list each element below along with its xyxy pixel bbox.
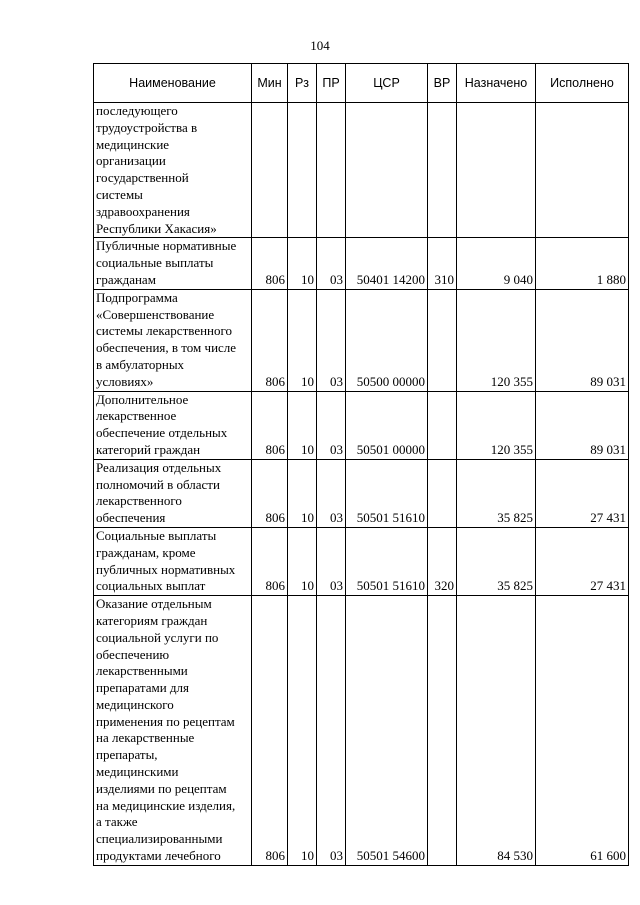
row-min: 806 [252, 459, 288, 527]
row-vr [428, 391, 457, 459]
row-csr: 50500 00000 [346, 289, 428, 391]
row-executed: 1 880 [536, 238, 629, 289]
row-csr [346, 103, 428, 238]
row-name: Социальные выплаты гражданам, кроме публичных нормативных социальных выплат [94, 527, 252, 595]
row-name: Оказание отдельным категориям граждан социальной услуги по обеспечению лекарственными препаратами для медицинского применения по рецептам на лекарственные препараты, медицинскими изделиями по рецептам на медицинские изделия, а также специализированными продуктами лечебного [94, 596, 252, 866]
row-pr: 03 [317, 391, 346, 459]
row-executed: 27 431 [536, 527, 629, 595]
row-min: 806 [252, 596, 288, 866]
table-row [94, 103, 629, 238]
row-name: Дополнительное лекарственное обеспечение отдельных категорий граждан [94, 391, 252, 459]
row-pr: 03 [317, 289, 346, 391]
row-csr: 50501 51610 [346, 459, 428, 527]
row-assigned: 120 355 [457, 391, 536, 459]
row-name: Подпрограмма «Совершенствование системы лекарственного обеспечения, в том числе в амбулаторных условиях» [94, 289, 252, 391]
row-rz [288, 103, 317, 238]
row-min: 806 [252, 238, 288, 289]
row-min: 806 [252, 289, 288, 391]
row-pr: 03 [317, 596, 346, 866]
row-vr [428, 289, 457, 391]
table-row [94, 391, 629, 459]
header-pr: ПР [317, 64, 346, 103]
row-pr: 03 [317, 527, 346, 595]
header-assigned: Назначено [457, 64, 536, 103]
row-executed: 89 031 [536, 391, 629, 459]
row-vr: 320 [428, 527, 457, 595]
row-assigned: 9 040 [457, 238, 536, 289]
page-number: 104 [310, 38, 330, 53]
header-csr: ЦСР [346, 64, 428, 103]
header-rz: Рз [288, 64, 317, 103]
table-row [94, 527, 629, 595]
row-min: 806 [252, 527, 288, 595]
table-row [94, 289, 629, 391]
row-name: Публичные нормативные социальные выплаты гражданам [94, 238, 252, 289]
row-executed: 27 431 [536, 459, 629, 527]
row-vr [428, 596, 457, 866]
table-header-row [94, 64, 629, 103]
row-pr: 03 [317, 459, 346, 527]
budget-table [93, 63, 629, 866]
row-assigned: 120 355 [457, 289, 536, 391]
table-row [94, 596, 629, 866]
row-pr [317, 103, 346, 238]
row-executed: 89 031 [536, 289, 629, 391]
row-csr: 50501 51610 [346, 527, 428, 595]
row-name: Реализация отдельных полномочий в области лекарственного обеспечения [94, 459, 252, 527]
row-assigned: 35 825 [457, 459, 536, 527]
row-rz: 10 [288, 596, 317, 866]
row-vr: 310 [428, 238, 457, 289]
row-vr [428, 103, 457, 238]
row-executed: 61 600 [536, 596, 629, 866]
header-name: Наименование [94, 64, 252, 103]
row-csr: 50501 00000 [346, 391, 428, 459]
row-assigned: 84 530 [457, 596, 536, 866]
row-min [252, 103, 288, 238]
table-row [94, 459, 629, 527]
row-name: последующего трудоустройства в медицинские организации государственной системы здравоохранения Республики Хакасия» [94, 103, 252, 238]
header-min: Мин [252, 64, 288, 103]
row-csr: 50501 54600 [346, 596, 428, 866]
row-csr: 50401 14200 [346, 238, 428, 289]
header-vr: ВР [428, 64, 457, 103]
row-vr [428, 459, 457, 527]
row-assigned [457, 103, 536, 238]
row-assigned: 35 825 [457, 527, 536, 595]
row-rz: 10 [288, 391, 317, 459]
row-min: 806 [252, 391, 288, 459]
row-executed [536, 103, 629, 238]
row-rz: 10 [288, 289, 317, 391]
header-executed: Исполнено [536, 64, 629, 103]
row-rz: 10 [288, 459, 317, 527]
row-rz: 10 [288, 238, 317, 289]
row-rz: 10 [288, 527, 317, 595]
row-pr: 03 [317, 238, 346, 289]
table-row [94, 238, 629, 289]
